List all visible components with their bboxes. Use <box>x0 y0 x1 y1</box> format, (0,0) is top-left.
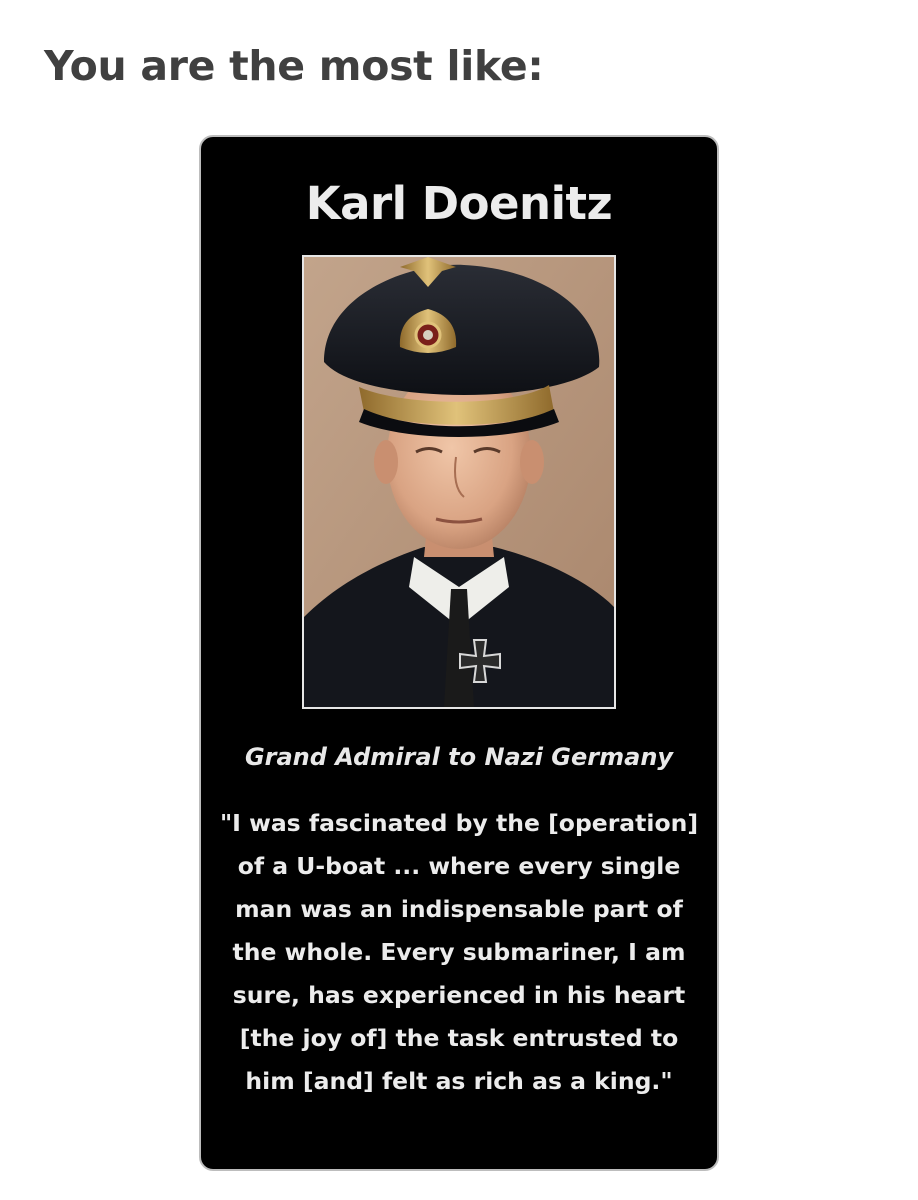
person-name: Karl Doenitz <box>305 177 613 230</box>
result-card <box>199 135 719 1171</box>
page-heading: You are the most like: <box>44 42 544 90</box>
portrait-illustration <box>304 257 614 707</box>
portrait-image <box>302 255 616 709</box>
person-title: Grand Admiral to Nazi Germany <box>244 743 674 771</box>
person-quote: "I was fascinated by the [operation] of a U-boat ... where every single man was an indispensable part of the whole. Every submariner, I am sure, has experienced in his heart [the joy of] the task entrusted to him [and] felt as rich as a king." <box>219 809 699 1095</box>
